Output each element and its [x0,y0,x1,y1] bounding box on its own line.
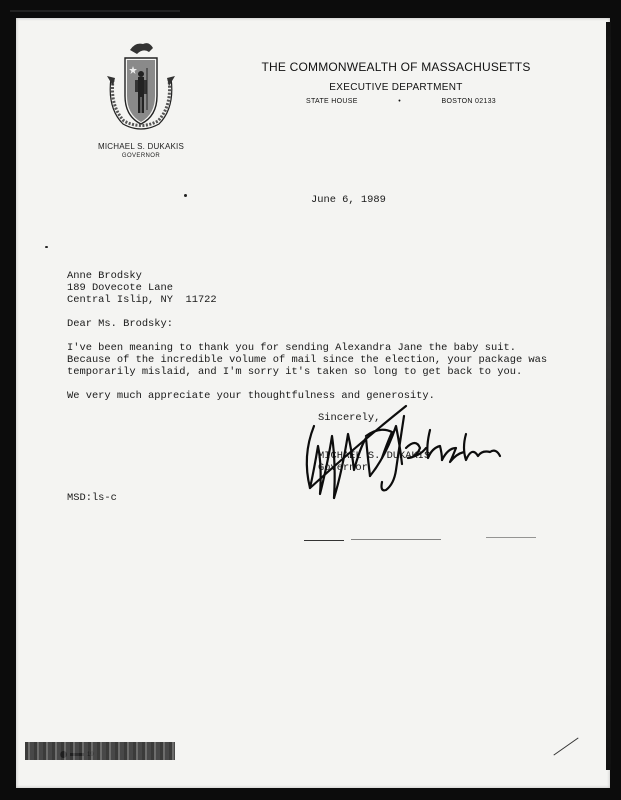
copy-artifact [351,539,441,540]
department-heading: EXECUTIVE DEPARTMENT [329,82,463,93]
copy-smudge [25,742,175,760]
governor-name: MICHAEL S. DUKAKIS [98,142,184,151]
address-boston: BOSTON 02133 [441,98,496,105]
top-edge-mark [10,10,180,12]
copy-artifact [486,537,536,538]
handwritten-signature [296,386,516,508]
recipient-street: 189 Dovecote Lane [67,282,174,294]
speck [45,246,48,248]
address-state-house: STATE HOUSE [306,98,358,105]
recipient-city: Central Islip, NY 11722 [67,294,217,306]
letter-sheet [16,18,610,788]
signer-name: MICHAEL S. DUKAKIS [318,450,431,462]
right-edge-shadow [606,22,611,770]
body-line-2: Because of the incredible volume of mail since the election, your package was [67,354,548,366]
reference-initials: MSD:ls-c [67,492,117,504]
copy-artifact [304,540,344,541]
letter-date: June 6, 1989 [311,194,386,206]
commonwealth-heading: THE COMMONWEALTH OF MASSACHUSETTS [261,60,531,74]
closing-line: We very much appreciate your thoughtfulness and generosity. [67,390,435,402]
governor-title: GOVERNOR [121,153,161,159]
salutation: Dear Ms. Brodsky: [67,318,174,330]
recipient-name: Anne Brodsky [67,270,142,282]
body-line-3: temporarily mislaid, and I'm sorry it's taken so long to get back to you. [67,366,523,378]
valediction: Sincerely, [318,412,381,424]
address-separator: • [398,98,401,105]
speck [184,194,187,197]
body-line-1: I've been meaning to thank you for sending Alexandra Jane the baby suit. [67,342,516,354]
signer-title: Governor [318,462,368,474]
massachusetts-seal-icon [99,38,183,140]
address-line [306,98,496,105]
copy-artifact [553,737,578,755]
